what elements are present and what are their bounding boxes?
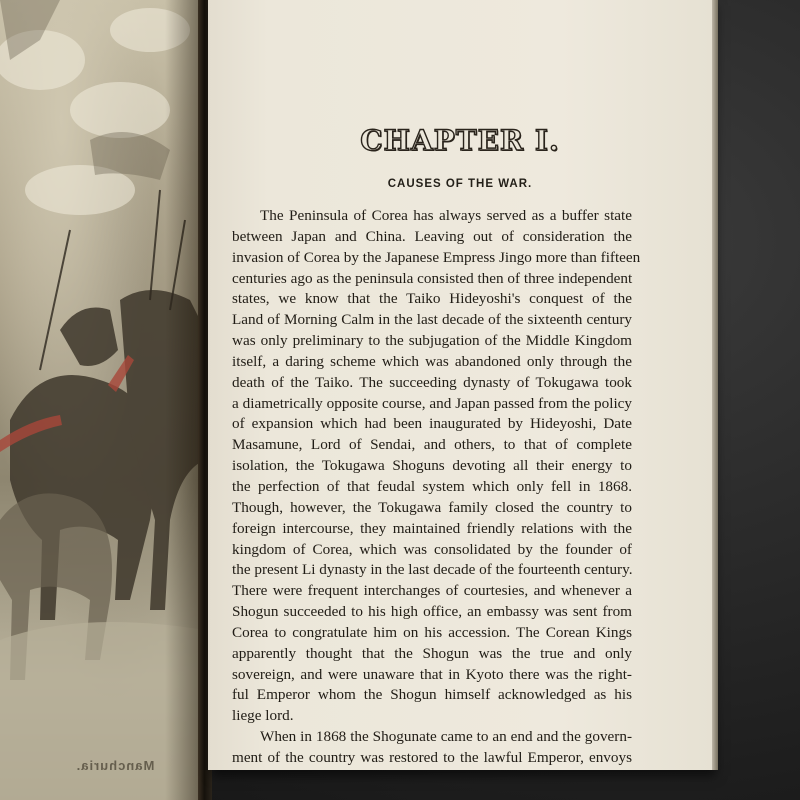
text-line: Shogun succeeded to his high office, an embassy was sent from [232, 603, 632, 621]
body-text [232, 206, 641, 769]
text-line: When in 1868 the Shogunate came to an end and the govern- [260, 728, 632, 746]
text-line: There were frequent interchanges of courtesies, and whenever a [232, 582, 632, 600]
text-line: sovereign, and were unaware that in Kyoto there was the right- [232, 665, 632, 683]
text-line: foreign intercourse, they maintained friendly relations with the [232, 519, 632, 537]
text-line: was only preliminary to the subjugation of the Middle Kingdom [232, 332, 632, 350]
illustration-page [0, 0, 205, 800]
section-title: CAUSES OF THE WAR. [387, 178, 533, 190]
text-line: death of the Taiko. The succeeding dynasty of Tokugawa took [232, 373, 632, 391]
chapter-title: CHAPTER I. [360, 124, 560, 157]
page-edge [712, 0, 718, 770]
text-line: the perfection of that feudal system which only fell in 1868. [232, 477, 632, 495]
text-line: between Japan and China. Leaving out of consideration the [232, 227, 632, 245]
text-line: states, we know that the Taiko Hideyoshi's conquest of the [232, 290, 632, 308]
text-line: of expansion which had been inaugurated by Hideyoshi, Date [232, 415, 632, 433]
text-line: ful Emperor whom the Shogun himself acknowledged as his [232, 686, 632, 704]
text-line: The Peninsula of Corea has always served as a buffer state [260, 207, 632, 224]
text-line: invasion of Corea by the Japanese Empress Jingo more than fifteen [232, 248, 641, 266]
text-line: itself, a daring scheme which was abandoned only through the [232, 352, 632, 370]
text-line: a diametrically opposite course, and Japan passed from the policy [232, 394, 632, 412]
text-line: apparently thought that the Shogun was the true and only [232, 644, 632, 662]
text-line: kingdom of Corea, which was consolidated by the founder of [232, 540, 632, 558]
text-line: liege lord. [232, 707, 294, 725]
text-line: the present Li dynasty in the last decade of the fourteenth century. [232, 561, 633, 579]
text-line: Land of Morning Calm in the last decade of the sixteenth century [232, 311, 632, 329]
text-line: Though, however, the Tokugawa family closed the country to [232, 498, 632, 516]
text-line: ment of the country was restored to the lawful Emperor, envoys [232, 748, 632, 766]
illustration-caption: Manchuria. [75, 758, 155, 773]
text-line: isolation, the Tokugawa Shoguns devoting all their energy to [232, 457, 632, 475]
text-line: Corea to congratulate him on his accession. The Corean Kings [232, 623, 632, 641]
text-line: centuries ago as the peninsula consisted then of three independent [232, 269, 633, 287]
text-page [208, 0, 712, 770]
text-line: Masamune, Lord of Sendai, and others, to that of complete [232, 436, 632, 454]
